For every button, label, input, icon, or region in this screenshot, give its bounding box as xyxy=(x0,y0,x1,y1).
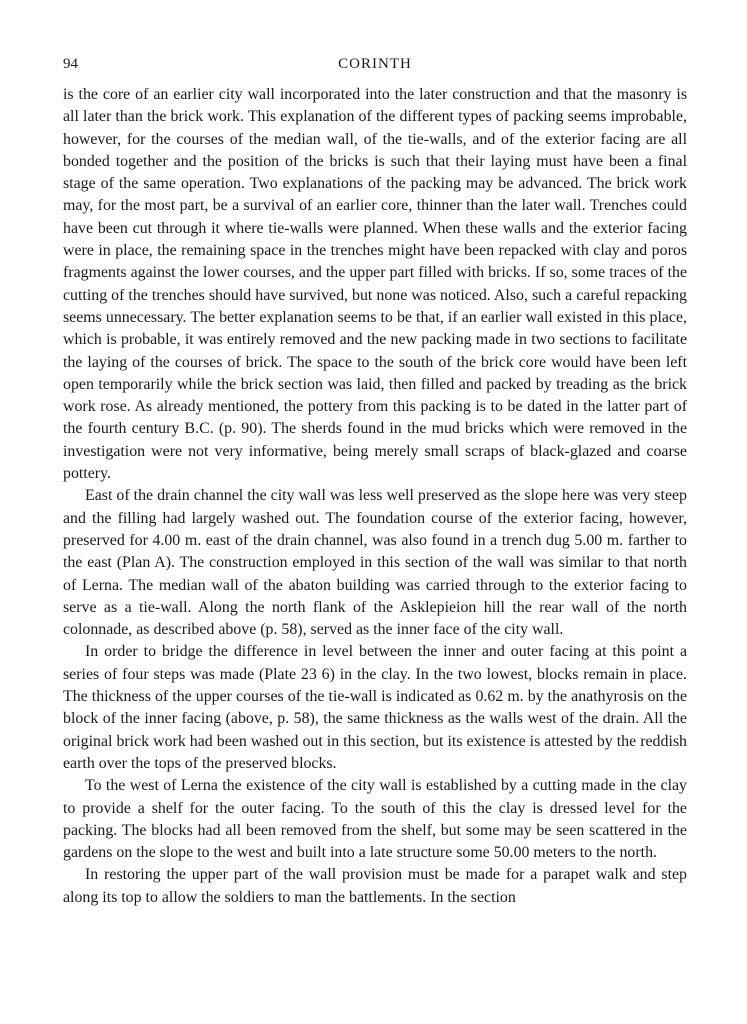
page-number: 94 xyxy=(63,56,78,72)
body-text xyxy=(63,84,687,909)
paragraph-restoring: In restoring the upper part of the wall provision must be made for a parapet walk and step along its top to allow the soldiers to man the battlements. In the section xyxy=(63,866,687,906)
paragraph-continued: is the core of an earlier city wall incorporated into the later construction and that the masonry is all later than the brick work. This explanation of the different types of packing seems improbable, however, for the courses of the median wall, of the tie-walls, and of the exterior facing are all bonded together and the position of the bricks is such that their laying must have been a final stage of the same operation. Two explanations of the packing may be advanced. The brick work may, for the most part, be a survival of an earlier core, thinner than the later wall. Trenches could have been cut through it where tie-walls were planned. When these walls and the exterior facing were in place, the remaining space in the trenches might have been repacked with clay and poros fragments against the lower courses, and the upper part filled with bricks. If so, some traces of the cutting of the trenches should have survived, but none was noticed. Also, such a careful repacking seems unnecessary. The better explanation seems to be that, if an earlier wall existed in this place, which is probable, it was entirely removed and the new packing made in two sections to facilitate the laying of the courses of brick. The space to the south of the brick core would have been left open temporarily while the brick section was laid, then filled and packed by treading as the brick work rose. As already mentioned, the pottery from this packing is to be dated in the latter part of the fourth century B.C. (p. 90). The sherds found in the mud bricks which were removed in the investigation were not very informative, being merely small scraps of black-glazed and coarse pottery. xyxy=(63,86,687,483)
paragraph-steps: In order to bridge the difference in level between the inner and outer facing at this point a series of four steps was made (Plate 23 6) in the clay. In the two lowest, blocks remain in place. The thickness of the upper courses of the tie-wall is indicated as 0.62 m. by the anathyrosis on the block of the inner facing (above, p. 58), the same thickness as the walls west of the drain. All the original brick work had been washed out in this section, but its existence is attested by the reddish earth over the tops of the preserved blocks. xyxy=(63,643,687,772)
running-head xyxy=(63,54,687,76)
page xyxy=(63,54,687,909)
paragraph-west-of-lerna: To the west of Lerna the existence of the city wall is established by a cutting made in the clay to provide a shelf for the outer facing. To the south of this the clay is dressed level for the packing. The blocks had all been removed from the shelf, but some may be seen scattered in the gardens on the slope to the west and built into a late structure some 50.00 meters to the north. xyxy=(63,777,687,862)
running-title: CORINTH xyxy=(338,56,412,72)
paragraph-drain-channel: East of the drain channel the city wall was less well preserved as the slope here was very steep and the filling had largely washed out. The foundation course of the exterior facing, however, preserved for 4.00 m. east of the drain channel, was also found in a trench dug 5.00 m. farther to the east (Plan A). The construction employed in this section of the wall was similar to that north of Lerna. The median wall of the abaton building was carried through to the exterior facing to serve as a tie-wall. Along the north flank of the Asklepieion hill the rear wall of the north colonnade, as described above (p. 58), served as the inner face of the city wall. xyxy=(63,487,687,639)
